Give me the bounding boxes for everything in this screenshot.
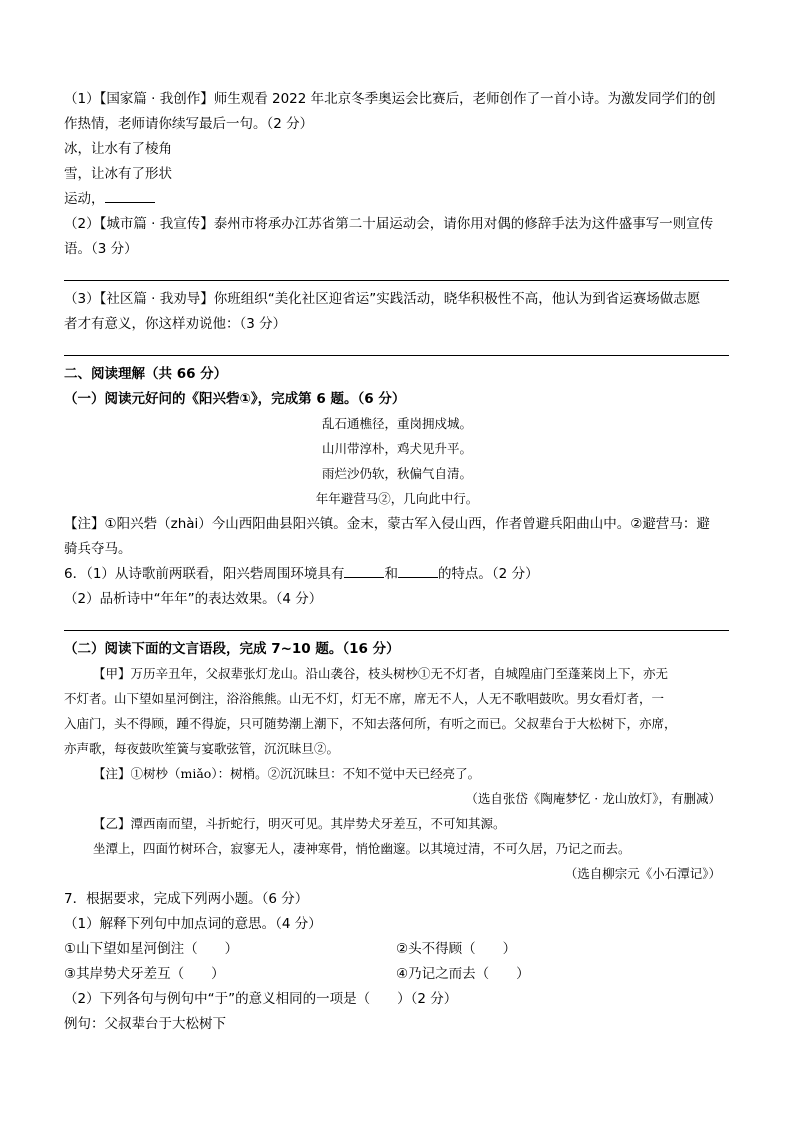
poem-verse-1: 乱石通樵径，重岗拥戍城。	[321, 416, 472, 431]
section-heading: 二、阅读理解（共 66 分）	[64, 366, 228, 382]
passage-jia-line2: 不灯者。山下望如星河倒注，浴浴熊熊。山无不灯，灯无不席，席无不人，人无不歌唱鼓吹。男女看灯者，一	[64, 691, 665, 706]
q7-heading: 7．根据要求，完成下列两小题。（6 分）	[64, 891, 309, 907]
passage-yi-line2: 坐潭上，四面竹树环合，寂寥无人，凄神寒骨，悄怆幽邃。以其境过清，不可久居，乃记之而去。	[93, 841, 631, 856]
q2-text-line1: （2）【城市篇 · 我宣传】泰州市将承办江苏省第二十届运动会，请你用对偶的修辞手法为这件盛事写一则宣传	[64, 216, 714, 232]
note-line1: 【注】①阳兴砦（zhài）今山西阳曲县阳兴镇。金末，蒙古军入侵山西，作者曾避兵阳曲山中。②避营马：避	[64, 516, 710, 532]
answer-line[interactable]	[64, 355, 729, 356]
q6-part2: （2）品析诗中“年年”的表达效果。（4 分）	[64, 591, 323, 607]
q7-item-b[interactable]: ②头不得顾（ ）	[396, 941, 517, 957]
poem-line-1: 冰，让水有了棱角	[64, 141, 172, 157]
passage-jia-note: 【注】①树杪（miǎo）：树梢。②沉沉昧旦：不知不觉中天已经亮了。	[93, 766, 481, 781]
passage-jia-line3: 入庙门，头不得顾，踵不得旋，只可随势潮上潮下，不知去落何所，有听之而已。父叔辈台于大松树下，亦席，	[64, 716, 677, 731]
note-line2: 骑兵夺马。	[64, 541, 132, 557]
poem-verse-2: 山川带淳朴，鸡犬见升平。	[321, 441, 472, 456]
passage-jia-line1: 【甲】万历辛丑年，父叔辈张灯龙山。沿山袭谷，枝头树杪①无不灯者，自城隍庙门至蓬莱岗上下，亦无	[93, 666, 669, 681]
q7-part2: （2）下列各句与例句中“于”的意义相同的一项是（ ）（2 分）	[64, 991, 458, 1007]
q1-text-line1: （1）【国家篇 · 我创作】师生观看 2022 年北京冬季奥运会比赛后，老师创作了一首小诗。为激发同学们的创	[64, 91, 716, 107]
passage-jia-line4: 亦声歌，每夜鼓吹笙簧与宴歌弦管，沉沉昧旦②。	[64, 741, 340, 756]
q6-mid: 和	[384, 566, 398, 582]
q7-part1: （1）解释下列句中加点词的意思。（4 分）	[64, 916, 322, 932]
q6-prefix: 6．（1）从诗歌前两联看，阳兴砦周围环境具有	[64, 566, 345, 582]
poem-verse-3: 雨烂沙仍软，秋偏气自清。	[321, 466, 472, 481]
q3-text-line1: （3）【社区篇 · 我劝导】你班组织“美化社区迎省运”实践活动，晓华积极性不高，他认为到省运赛场做志愿	[64, 291, 701, 307]
q1-text-line2: 作热情，老师请你续写最后一句。（2 分）	[64, 116, 314, 132]
answer-blank[interactable]	[105, 202, 155, 203]
poem-line-2: 雪，让冰有了形状	[64, 166, 172, 182]
q7-item-d[interactable]: ④乃记之而去（ ）	[396, 966, 530, 982]
q6-suffix: 的特点。（2 分）	[437, 566, 539, 582]
part1-heading: （一）阅读元好问的《阳兴砦①》，完成第 6 题。（6 分）	[64, 391, 406, 407]
poem-verse-4: 年年避营马②，几向此中行。	[315, 491, 479, 506]
passage-jia-source: （选自张岱《陶庵梦忆 · 龙山放灯》，有删减）	[465, 791, 721, 806]
answer-blank[interactable]	[344, 577, 384, 578]
part2-heading: （二）阅读下面的文言语段，完成 7~10 题。（16 分）	[64, 641, 400, 657]
passage-yi-source: （选自柳宗元《小石潭记》）	[564, 866, 721, 881]
answer-line[interactable]	[64, 280, 729, 281]
q6-part1	[64, 564, 539, 584]
example-sentence: 例句：父叔辈台于大松树下	[64, 1016, 226, 1032]
q7-item-c[interactable]: ③其岸势犬牙差互（ ）	[64, 966, 225, 982]
q3-text-line2: 者才有意义，你这样劝说他：（3 分）	[64, 316, 287, 332]
answer-blank[interactable]	[398, 577, 438, 578]
answer-line[interactable]	[64, 630, 729, 631]
q7-item-a[interactable]: ①山下望如星河倒注（ ）	[64, 941, 239, 957]
q2-text-line2: 语。（3 分）	[64, 241, 138, 257]
poem-line-3	[64, 189, 155, 209]
passage-yi-line1: 【乙】潭西南而望，斗折蛇行，明灭可见。其岸势犬牙差互，不可知其源。	[93, 816, 506, 831]
poem-line-3-text: 运动，	[64, 191, 105, 207]
